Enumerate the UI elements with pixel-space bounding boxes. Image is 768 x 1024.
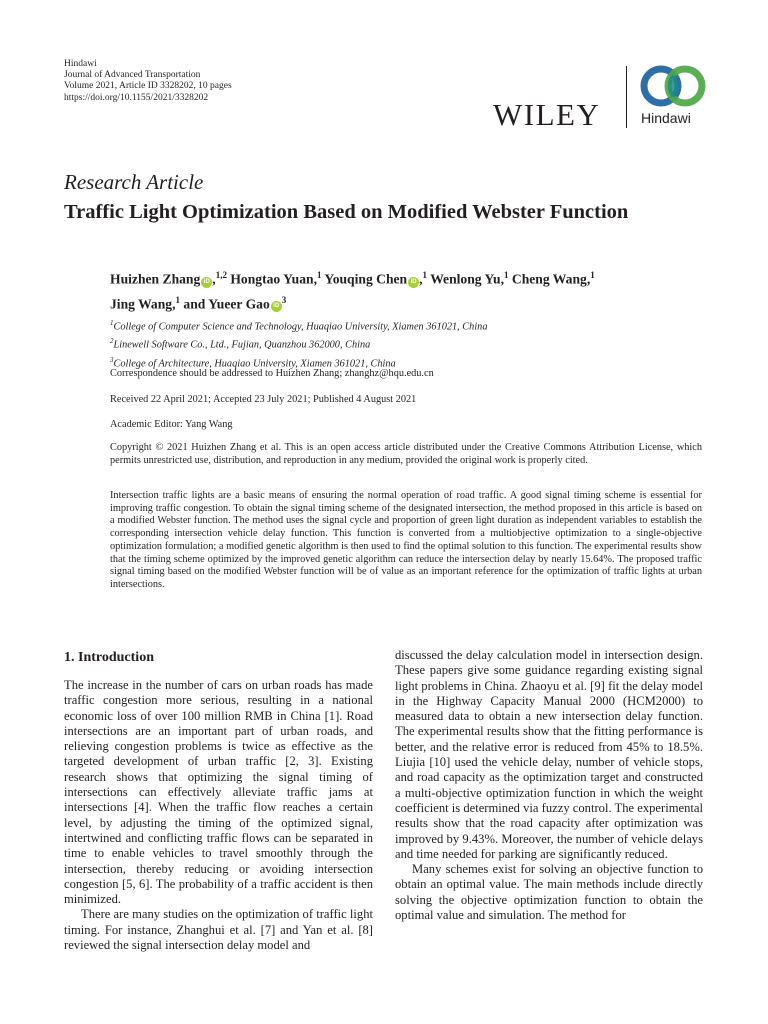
affiliation-line: $^2$Linewell Software Co., Ltd., Fujian, Quanzhou 362000, China	[110, 337, 371, 351]
copyright-notice: Copyright © 2021 Huizhen Zhang et al. This is an open access article distributed under the Creative Commons Attribution License, which permits unrestricted use, distribution, and reproduction in any medium, provided the original work is properly cited.	[110, 442, 702, 467]
author-list: Huizhen Zhang iD ,$^{1,2}$ Hongtao Yuan,$^1$ Youqing Chen iD ,$^1$ Wenlong Yu,$^1$ Cheng Wang,$^1$ Jing Wang,$^1$ and Yueer Gao $iD^3$	[110, 270, 595, 312]
journal-name: Journal of Advanced Transportation	[64, 70, 201, 81]
logo-divider	[626, 66, 627, 128]
author-name: Youqing Chen	[324, 271, 408, 287]
orcid-icon[interactable]: iD	[408, 277, 419, 288]
author-name: Huizhen Zhang	[110, 271, 201, 287]
orcid-icon[interactable]: iD	[271, 301, 282, 312]
paragraph: discussed the delay calculation model in intersection design. These papers give some guidance regarding existing signal light problems in China. Zhaoyu et al. [9] fit the delay model in the Highway Capacity Manual 2000 (HCM2000) to measured data to obtain a new intersection delay function. The experimental results show that the fitting performance is better, and the relative error is reduced from 45% to 18.5%. Liujia [10] used the vehicle delay, number of vehicle stops, and road capacity as the optimization target and constructed a multi-objective optimization function in which the weight coefficient is determined via fuzzy control. The experimental results show that the road capacity after optimization was improved by 9.43%. Moreover, the number of vehicle delays and time needed for parking are significantly reduced.	[395, 648, 703, 861]
affiliations	[110, 316, 487, 371]
paragraph: The increase in the number of cars on urban roads has made traffic congestion more serious, resulting in a national economic loss of over 100 million RMB in China [1]. Road intersections are an important part of urban roads, and relieving congestion problems is twice as effective as the targeted development of urban traffic [2, 3]. Existing research shows that optimizing the signal timing of intersections can effectively alleviate traffic jams at intersections [4]. When the traffic flow reaches a certain level, by adjusting the timing of the optimized signal, intertwined and conflicting traffic flows can be separated in time to enable vehicles to travel smoothly through the intersection, thereby reducing or avoiding intersection congestion [5, 6]. The probability of a traffic accident is then minimized.	[64, 678, 373, 907]
doi-link[interactable]: https://doi.org/10.1155/2021/3328202	[64, 92, 209, 103]
article-title: Traffic Light Optimization Based on Modified Webster Function	[64, 201, 629, 223]
author-name: Jing Wang	[110, 296, 173, 312]
affiliation-marker: 3	[281, 294, 287, 305]
publication-dates: Received 22 April 2021; Accepted 23 July 2021; Published 4 August 2021	[110, 394, 417, 405]
affiliation-marker: 1	[316, 270, 322, 280]
affiliation-marker: 1	[590, 270, 595, 280]
affiliation-marker: 1	[175, 294, 180, 305]
author-name: Wenlong Yu	[430, 271, 501, 287]
orcid-icon[interactable]: iD	[201, 277, 212, 288]
hindawi-wordmark: Hindawi	[641, 110, 691, 126]
paragraph: There are many studies on the optimization of traffic light timing. For instance, Zhanghui et al. [7] and Yan et al. [8] reviewed the signal intersection delay model and	[64, 907, 373, 953]
affiliation-marker: 1	[503, 270, 509, 280]
journal-masthead	[64, 59, 232, 104]
volume-info: Volume 2021, Article ID 3328202, 10 pages	[64, 81, 232, 92]
publisher-name: Hindawi	[64, 59, 97, 69]
correspondence: Correspondence should be addressed to Huizhen Zhang; zhanghz@hqu.edu.cn	[110, 368, 434, 379]
paragraph: Many schemes exist for solving an objective function to obtain an optimal value. The main methods include directly solving the objective optimization function to obtain the optimal value and simulation. The method for	[395, 862, 703, 923]
wiley-logo: WILEY	[493, 97, 601, 132]
affiliation-marker: 1,2	[215, 270, 227, 280]
right-column	[395, 648, 703, 923]
affiliation-marker: 1	[422, 270, 428, 280]
affiliation-line: $^3$College of Architecture, Huaqiao University, Xiamen 361021, China	[110, 355, 396, 370]
section-heading: 1. Introduction	[64, 650, 154, 665]
author-name: and Yueer Gao	[183, 296, 270, 312]
author-name: Cheng Wang	[511, 271, 587, 287]
affiliation-line: $^1$College of Computer Science and Technology, Huaqiao University, Xiamen 361021, China	[110, 319, 488, 333]
author-name: Hongtao Yuan	[230, 271, 314, 287]
left-column	[64, 678, 373, 953]
abstract: Intersection traffic lights are a basic means of ensuring the normal operation of road traffic. A good signal timing scheme is essential for improving traffic congestion. To obtain the signal timing scheme of the designated intersection, the method proposed in this article is based on a modified Webster function. The method uses the signal cycle and proportion of green light duration as independent variables to establish the corresponding intersection vehicle delay function. This function is converted from a multiobjective optimization to a single-objective optimization formulation; a modified genetic algorithm is then used to find the optimal solution to this function. The experimental results show that the timing scheme optimized by the improved genetic algorithm can reduce the intersection delay by nearly 15.64%. The proposed traffic signal timing based on the modified Webster function will be of value as an important reference for the optimization of traffic lights at urban intersections.	[110, 490, 702, 590]
hindawi-logo-icon	[637, 64, 711, 108]
academic-editor: Academic Editor: Yang Wang	[110, 419, 233, 430]
article-type: Research Article	[64, 170, 204, 194]
